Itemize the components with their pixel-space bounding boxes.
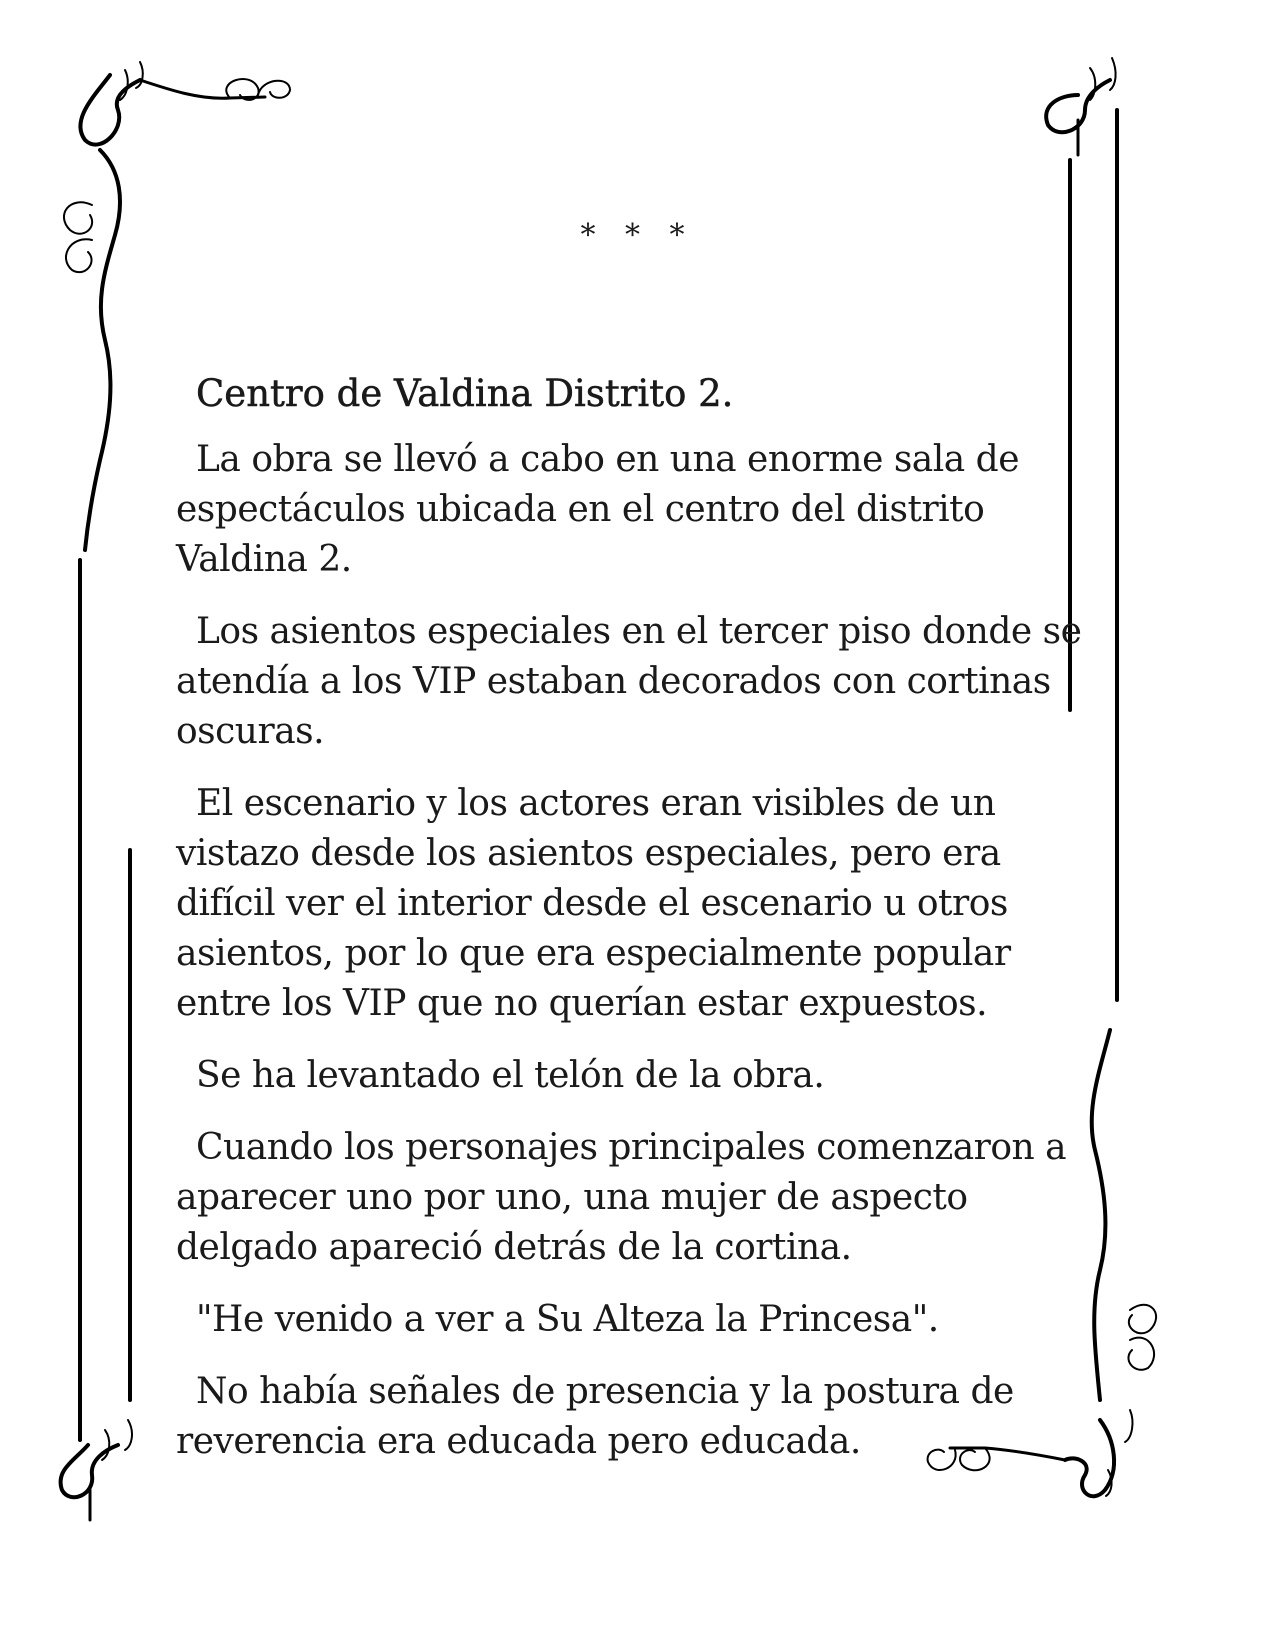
paragraph: Los asientos especiales en el tercer piso donde se atendía a los VIP estaban decorados con cortinas oscuras. [176, 611, 1082, 752]
chapter-body [176, 372, 1106, 1489]
paragraph: La obra se llevó a cabo en una enorme sala de espectáculos ubicada en el centro del distrito Valdina 2. [176, 439, 1020, 580]
paragraph: "He venido a ver a Su Alteza la Princesa". [196, 1299, 939, 1340]
location-heading: Centro de Valdina Distrito 2. [196, 372, 734, 415]
bottom-left-flourish-icon [61, 1420, 132, 1520]
paragraph: No había señales de presencia y la postura de reverencia era educada pero educada. [176, 1371, 1014, 1462]
scene-break: * * * [580, 218, 695, 253]
paragraph: Cuando los personajes principales comenzaron a aparecer uno por uno, una mujer de aspecto delgado apareció detrás de la cortina. [176, 1127, 1067, 1268]
paragraph: El escenario y los actores eran visibles de un vistazo desde los asientos especiales, pero era difícil ver el interior desde el escenario u otros asientos, por lo que era especialmente popular entre los VIP que no querían estar expuestos. [176, 783, 1011, 1024]
paragraph: Se ha levantado el telón de la obra. [196, 1055, 825, 1096]
